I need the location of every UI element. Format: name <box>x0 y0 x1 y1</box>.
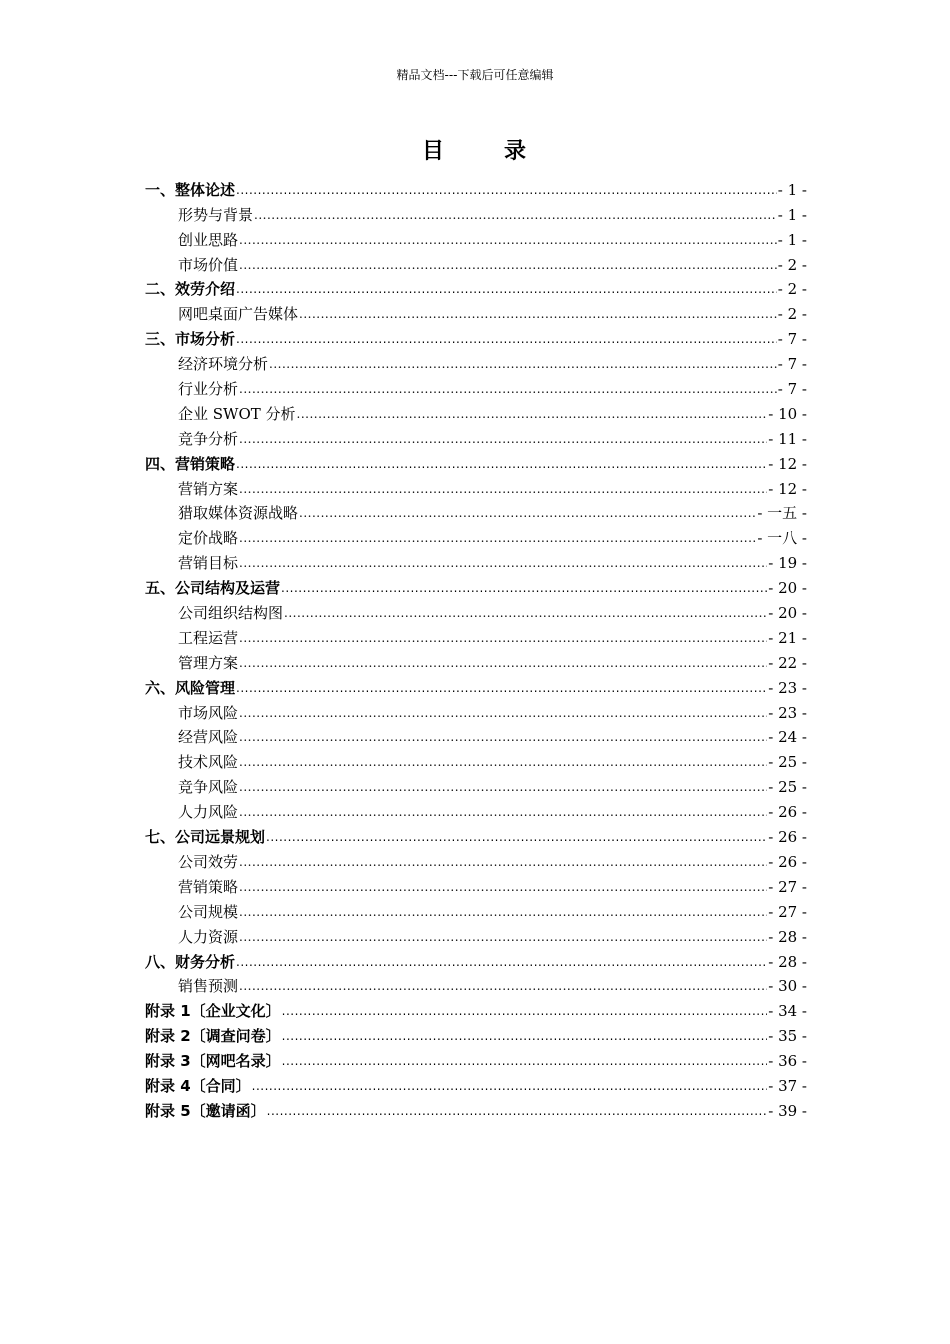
toc-entry-title: 营销方案 <box>178 479 239 498</box>
toc-chapter-entry[interactable] <box>145 673 807 698</box>
toc-dot-leader <box>236 454 767 474</box>
toc-chapter-entry[interactable] <box>145 996 807 1021</box>
toc-chapter-entry[interactable] <box>145 449 807 474</box>
toc-page-number: - 27 - <box>768 902 807 921</box>
toc-page-number: - 21 - <box>768 628 807 647</box>
toc-dot-leader <box>239 777 767 797</box>
toc-entry-title: 形势与背景 <box>178 205 254 224</box>
toc-section-entry[interactable] <box>145 797 807 822</box>
toc-entry-title: 人力资源 <box>178 927 239 946</box>
toc-dot-leader <box>239 802 767 822</box>
toc-entry-title: 经济环境分析 <box>178 355 269 374</box>
toc-entry-title: 定价战略 <box>178 529 239 548</box>
toc-section-entry[interactable] <box>145 772 807 797</box>
toc-page-number: - 10 - <box>768 404 807 423</box>
toc-entry-title: 管理方案 <box>178 653 239 672</box>
toc-entry-title: 附录 5〔邀请函〕 <box>145 1101 266 1120</box>
toc-dot-leader <box>239 976 767 996</box>
table-of-contents <box>145 175 807 1121</box>
toc-entry-title: 六、风险管理 <box>145 678 236 697</box>
toc-page-number: - 27 - <box>768 877 807 896</box>
toc-entry-title: 竞争风险 <box>178 778 239 797</box>
toc-dot-leader <box>239 653 767 673</box>
toc-entry-title: 附录 2〔调查问卷〕 <box>145 1027 281 1046</box>
toc-dot-leader <box>297 404 768 424</box>
toc-page-number: - 34 - <box>768 1002 807 1021</box>
toc-section-entry[interactable] <box>145 972 807 997</box>
toc-entry-title: 猎取媒体资源战略 <box>178 504 299 523</box>
toc-entry-title: 网吧桌面广告媒体 <box>178 305 299 324</box>
toc-section-entry[interactable] <box>145 200 807 225</box>
toc-dot-leader <box>239 379 777 399</box>
toc-page-number: - 39 - <box>768 1101 807 1120</box>
toc-section-entry[interactable] <box>145 499 807 524</box>
toc-dot-leader <box>239 230 777 250</box>
toc-section-entry[interactable] <box>145 225 807 250</box>
toc-dot-leader <box>254 205 777 225</box>
toc-dot-leader <box>299 304 777 324</box>
toc-page-number: - 35 - <box>768 1027 807 1046</box>
toc-dot-leader <box>239 429 767 449</box>
toc-dot-leader <box>282 1001 768 1021</box>
toc-page-number: - 28 - <box>768 952 807 971</box>
toc-section-entry[interactable] <box>145 399 807 424</box>
toc-dot-leader <box>239 727 767 747</box>
toc-page-number: - 37 - <box>768 1076 807 1095</box>
toc-section-entry[interactable] <box>145 299 807 324</box>
toc-page-number: - 20 - <box>768 604 807 623</box>
toc-entry-title: 技术风险 <box>178 753 239 772</box>
toc-page-number: - 1 - <box>777 180 807 199</box>
toc-page-number: - 23 - <box>768 678 807 697</box>
toc-chapter-entry[interactable] <box>145 573 807 598</box>
title-left-char: 目 <box>421 138 446 164</box>
toc-chapter-entry[interactable] <box>145 1021 807 1046</box>
toc-page-number: - 2 - <box>777 255 807 274</box>
toc-page-number: - 12 - <box>768 454 807 473</box>
toc-dot-leader <box>269 354 777 374</box>
toc-entry-title: 工程运营 <box>178 628 239 647</box>
toc-dot-leader <box>236 952 767 972</box>
toc-dot-leader <box>252 1076 768 1096</box>
toc-page-number: - 12 - <box>768 479 807 498</box>
toc-chapter-entry[interactable] <box>145 822 807 847</box>
toc-entry-title: 企业 SWOT 分析 <box>178 404 296 423</box>
toc-dot-leader <box>236 329 777 349</box>
toc-page-number: - 19 - <box>768 554 807 573</box>
toc-entry-title: 营销策略 <box>178 877 239 896</box>
toc-chapter-entry[interactable] <box>145 1046 807 1071</box>
toc-page-number: - 2 - <box>777 305 807 324</box>
toc-dot-leader <box>239 255 777 275</box>
toc-chapter-entry[interactable] <box>145 275 807 300</box>
toc-page-number: - 11 - <box>768 429 807 448</box>
toc-section-entry[interactable] <box>145 897 807 922</box>
toc-page-number: - 25 - <box>768 778 807 797</box>
toc-page-number: - 23 - <box>768 703 807 722</box>
toc-entry-title: 经营风险 <box>178 728 239 747</box>
toc-dot-leader <box>239 553 767 573</box>
toc-entry-title: 公司效劳 <box>178 852 239 871</box>
toc-dot-leader <box>281 578 767 598</box>
toc-page-number: - 36 - <box>768 1052 807 1071</box>
toc-page-number: - 28 - <box>768 927 807 946</box>
toc-dot-leader <box>239 528 756 548</box>
toc-section-entry[interactable] <box>145 723 807 748</box>
toc-page-number: - 26 - <box>768 803 807 822</box>
toc-page-number: - 1 - <box>777 205 807 224</box>
toc-dot-leader <box>239 703 767 723</box>
toc-section-entry[interactable] <box>145 523 807 548</box>
toc-entry-title: 八、财务分析 <box>145 952 236 971</box>
toc-dot-leader <box>239 927 767 947</box>
toc-chapter-entry[interactable] <box>145 947 807 972</box>
toc-entry-title: 市场价值 <box>178 255 239 274</box>
toc-dot-leader <box>239 628 767 648</box>
toc-page-number: - 一八 - <box>757 529 807 548</box>
toc-section-entry[interactable] <box>145 424 807 449</box>
toc-section-entry[interactable] <box>145 872 807 897</box>
toc-entry-title: 人力风险 <box>178 803 239 822</box>
toc-page-number: - 26 - <box>768 852 807 871</box>
toc-dot-leader <box>239 752 767 772</box>
toc-entry-title: 附录 3〔网吧名录〕 <box>145 1052 281 1071</box>
toc-entry-title: 市场风险 <box>178 703 239 722</box>
toc-section-entry[interactable] <box>145 922 807 947</box>
toc-entry-title: 四、营销策略 <box>145 454 236 473</box>
toc-entry-title: 五、公司结构及运营 <box>145 579 281 598</box>
toc-page-number: - 22 - <box>768 653 807 672</box>
toc-section-entry[interactable] <box>145 623 807 648</box>
toc-entry-title: 营销目标 <box>178 554 239 573</box>
toc-dot-leader <box>282 1051 768 1071</box>
toc-entry-title: 竞争分析 <box>178 429 239 448</box>
toc-page-number: - 25 - <box>768 753 807 772</box>
page-title <box>0 136 950 166</box>
toc-entry-title: 一、整体论述 <box>145 180 236 199</box>
toc-dot-leader <box>299 503 756 523</box>
toc-section-entry[interactable] <box>145 598 807 623</box>
toc-chapter-entry[interactable] <box>145 175 807 200</box>
toc-entry-title: 二、效劳介绍 <box>145 280 236 299</box>
toc-section-entry[interactable] <box>145 374 807 399</box>
toc-page-number: - 一五 - <box>757 504 807 523</box>
toc-entry-title: 创业思路 <box>178 230 239 249</box>
toc-dot-leader <box>239 852 767 872</box>
toc-page-number: - 20 - <box>768 579 807 598</box>
toc-dot-leader <box>239 877 767 897</box>
toc-entry-title: 七、公司远景规划 <box>145 828 266 847</box>
toc-dot-leader <box>284 603 767 623</box>
toc-section-entry[interactable] <box>145 648 807 673</box>
toc-section-entry[interactable] <box>145 349 807 374</box>
toc-entry-title: 三、市场分析 <box>145 330 236 349</box>
toc-page-number: - 26 - <box>768 828 807 847</box>
toc-page-number: - 7 - <box>777 380 807 399</box>
toc-entry-title: 附录 1〔企业文化〕 <box>145 1002 281 1021</box>
toc-dot-leader <box>266 827 767 847</box>
toc-entry-title: 公司规模 <box>178 902 239 921</box>
toc-section-entry[interactable] <box>145 698 807 723</box>
toc-chapter-entry[interactable] <box>145 1096 807 1121</box>
toc-page-number: - 24 - <box>768 728 807 747</box>
toc-dot-leader <box>236 180 777 200</box>
toc-section-entry[interactable] <box>145 548 807 573</box>
toc-entry-title: 行业分析 <box>178 380 239 399</box>
toc-dot-leader <box>236 678 767 698</box>
title-right-char: 录 <box>504 138 529 164</box>
toc-section-entry[interactable] <box>145 250 807 275</box>
toc-page-number: - 2 - <box>777 280 807 299</box>
toc-dot-leader <box>239 479 767 499</box>
toc-chapter-entry[interactable] <box>145 324 807 349</box>
toc-page-number: - 7 - <box>777 355 807 374</box>
toc-dot-leader <box>239 902 767 922</box>
toc-section-entry[interactable] <box>145 474 807 499</box>
toc-entry-title: 销售预测 <box>178 977 239 996</box>
page-header: 精品文档---下载后可任意编辑 <box>396 68 554 82</box>
toc-entry-title: 公司组织结构图 <box>178 604 284 623</box>
toc-section-entry[interactable] <box>145 847 807 872</box>
toc-entry-title: 附录 4〔合同〕 <box>145 1076 251 1095</box>
toc-page-number: - 1 - <box>777 230 807 249</box>
toc-dot-leader <box>282 1026 768 1046</box>
toc-dot-leader <box>236 279 777 299</box>
toc-page-number: - 30 - <box>768 977 807 996</box>
toc-page-number: - 7 - <box>777 330 807 349</box>
toc-section-entry[interactable] <box>145 747 807 772</box>
toc-chapter-entry[interactable] <box>145 1071 807 1096</box>
toc-dot-leader <box>267 1101 768 1121</box>
